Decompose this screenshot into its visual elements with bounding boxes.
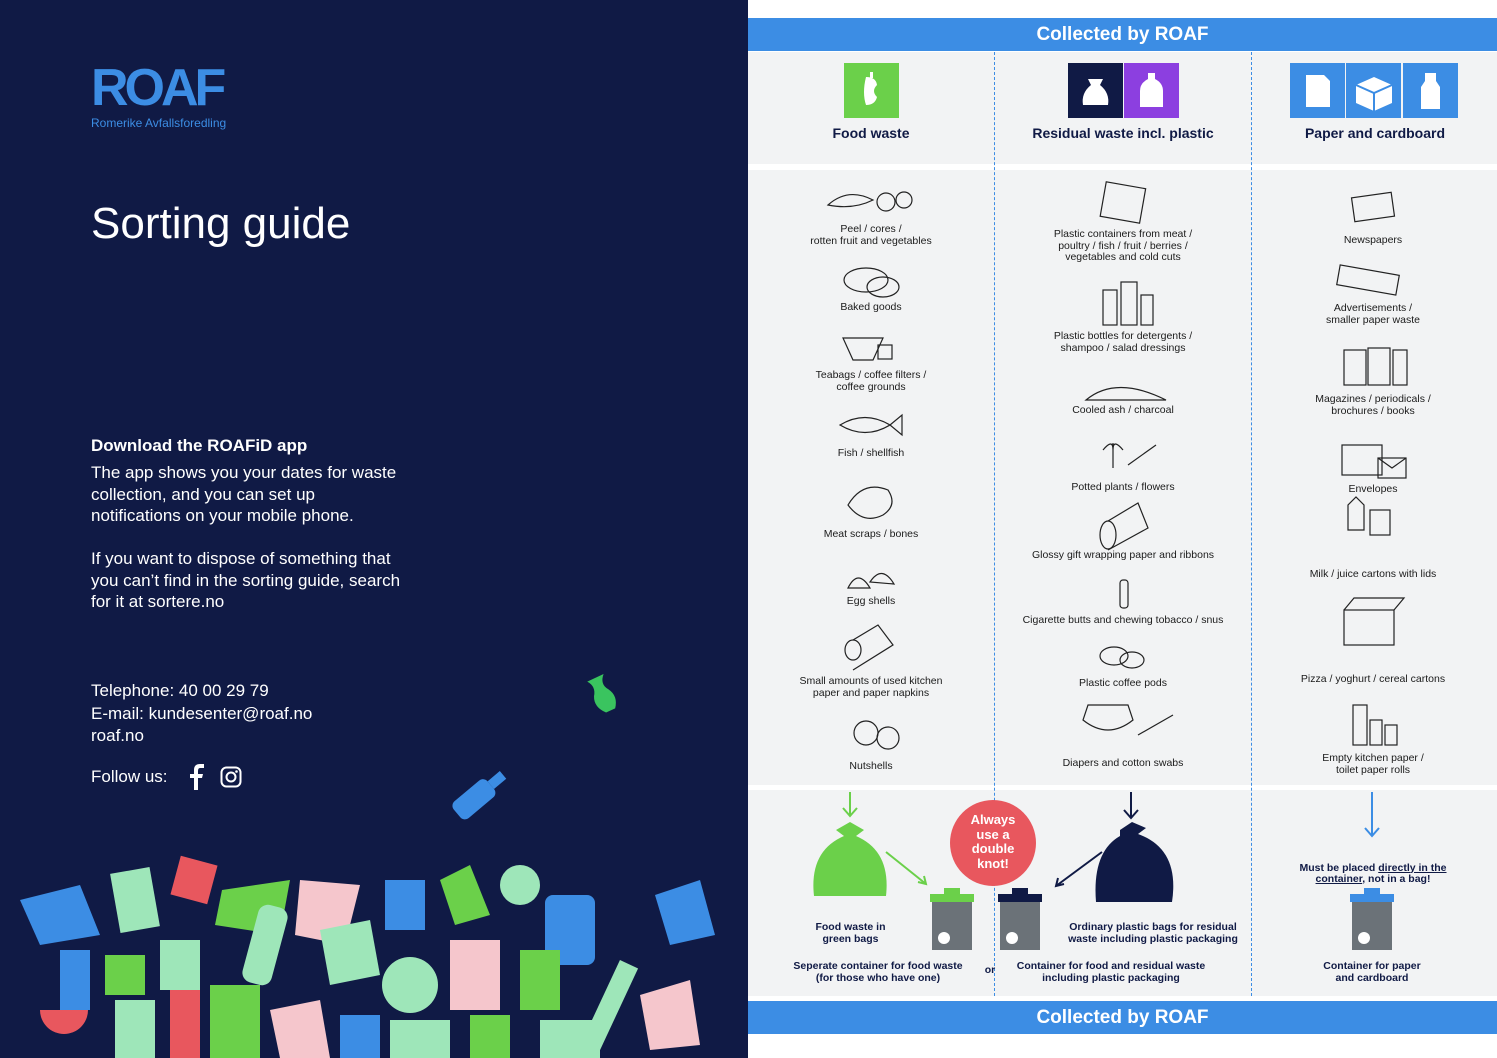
knot-note: Always use a double knot! — [970, 812, 1016, 871]
paper-item: Envelopes — [1348, 483, 1398, 495]
telephone: Telephone: 40 00 29 79 — [91, 681, 269, 700]
charcoal-icon — [1086, 388, 1166, 401]
nut-icon — [854, 721, 899, 749]
carton-icon — [1403, 63, 1458, 118]
website-link[interactable]: roaf.no — [91, 726, 144, 745]
column-heading-paper: Paper and cardboard — [1304, 125, 1446, 141]
logo-subtitle: Romerike Avfallsforedling — [91, 116, 227, 130]
apple-core-icon — [844, 63, 899, 118]
detergent-bottle-icon — [1103, 282, 1153, 325]
food-bag-label: Food waste in green bags — [815, 921, 886, 945]
bottle-icon — [450, 766, 510, 821]
follow-label: Follow us: — [91, 767, 168, 786]
trash-pile — [20, 856, 715, 1058]
newspaper-icon — [1352, 192, 1395, 221]
apple-core-icon — [586, 674, 620, 715]
search-hint: If you want to dispose of something that you can’t find in the sorting guide, search for it at sortere.no — [91, 549, 401, 611]
top-banner: Collected by ROAF — [748, 18, 1497, 51]
paper-item: Magazines / periodicals / brochures / books — [1315, 393, 1431, 417]
bottom-banner: Collected by ROAF — [748, 1001, 1497, 1034]
cardboard-box-icon — [1346, 63, 1401, 118]
envelope-icon — [1342, 445, 1406, 478]
residual-item: Plastic coffee pods — [1079, 677, 1167, 689]
arrow-down-icon — [1365, 792, 1379, 836]
paper-item: Empty kitchen paper / toilet paper rolls — [1322, 752, 1424, 776]
facebook-icon[interactable] — [188, 764, 206, 790]
plastic-tray-icon — [1100, 182, 1145, 223]
page-title: Sorting guide — [91, 199, 351, 248]
paper-item: Milk / juice cartons with lids — [1309, 568, 1437, 580]
toilet-roll-icon — [1353, 705, 1397, 745]
fish-icon — [840, 415, 902, 435]
residual-item: Cooled ash / charcoal — [1072, 404, 1174, 416]
bread-icon — [844, 268, 899, 297]
food-item: Fish / shellfish — [837, 447, 905, 459]
food-item: Small amounts of used kitchen paper and paper napkins — [799, 675, 943, 699]
paper-item: Pizza / yoghurt / cereal cartons — [1300, 673, 1446, 685]
milk-carton-icon — [1348, 497, 1390, 535]
arrow-left-icon — [1056, 852, 1102, 886]
egg-shell-icon — [848, 573, 894, 588]
waste-illustration — [0, 0, 748, 1058]
paper-item: Advertisements / smaller paper waste — [1326, 302, 1420, 326]
coffee-pod-icon — [1100, 647, 1144, 668]
residual-item: Glossy gift wrapping paper and ribbons — [1031, 549, 1215, 561]
meat-icon — [848, 487, 892, 518]
email-link[interactable]: E-mail: kundesenter@roaf.no — [91, 704, 313, 723]
residual-container-label: Container for food and residual waste including plastic packaging — [1016, 960, 1206, 984]
peel-icon — [828, 192, 912, 211]
food-item: Peel / cores / rotten fruit and vegetables — [810, 223, 932, 247]
coffee-filter-icon — [843, 338, 892, 360]
paper-roll-icon — [845, 625, 893, 670]
paper-note — [1288, 851, 1458, 886]
double-knot-badge — [950, 800, 1036, 886]
column-heading-food: Food waste — [832, 125, 910, 141]
instagram-icon[interactable] — [220, 766, 242, 788]
plant-icon — [1103, 443, 1156, 468]
residual-bag-icon — [1096, 822, 1174, 902]
download-heading: Download the ROAFiD app — [91, 436, 308, 455]
food-item: Nutshells — [849, 760, 893, 772]
advertisement-icon — [1337, 265, 1400, 295]
residual-item: Plastic containers from meat / poultry / fish / fruit / berries / vegetables and cold cuts — [1053, 228, 1193, 263]
food-item: Meat scraps / bones — [823, 528, 919, 540]
or-label: or — [984, 964, 996, 976]
residual-bin-icon — [998, 888, 1042, 950]
plastic-bottle-icon — [1124, 63, 1179, 118]
paper-item: Newspapers — [1343, 234, 1403, 246]
residual-item: Diapers and cotton swabs — [1062, 757, 1184, 769]
roaf-logo — [91, 59, 227, 130]
magazine-icon — [1344, 348, 1407, 385]
residual-item: Potted plants / flowers — [1071, 481, 1175, 493]
food-item: Egg shells — [846, 595, 896, 607]
food-container-label: Seperate container for food waste (for those who have one) — [793, 960, 963, 984]
residual-item: Plastic bottles for detergents / shampoo / salad dressings — [1053, 330, 1193, 354]
paper-note-emphasis: directly in the container — [1315, 861, 1447, 885]
arrow-right-icon — [886, 852, 926, 884]
column-heading-residual: Residual waste incl. plastic — [1032, 125, 1214, 141]
cigarette-icon — [1120, 580, 1128, 608]
logo-wordmark: ROAF — [91, 59, 223, 117]
arrow-down-icon — [843, 792, 857, 816]
green-bag-icon — [813, 822, 886, 896]
pizza-box-icon — [1344, 598, 1404, 645]
paper-container-label: Container for paper and cardboard — [1323, 960, 1421, 984]
app-description: The app shows you your dates for waste collection, and you can set up notifications on your mobile phone. — [91, 463, 397, 525]
paper-icon — [1290, 63, 1345, 118]
arrow-down-icon — [1124, 792, 1138, 818]
trash-bag-icon — [1068, 63, 1123, 118]
cover-panel — [0, 0, 748, 1058]
paper-note-suffix: , not in a bag! — [1362, 873, 1431, 885]
food-item: Teabags / coffee filters / coffee grounds — [815, 369, 927, 393]
residual-bag-label: Ordinary plastic bags for residual waste including plastic packaging — [1068, 921, 1238, 945]
diaper-icon — [1083, 705, 1173, 735]
sorting-table — [748, 0, 1497, 1058]
food-bin-icon — [930, 888, 974, 950]
paper-bin-icon — [1350, 888, 1394, 950]
paper-note-prefix: Must be placed — [1299, 861, 1379, 874]
residual-item: Cigarette butts and chewing tobacco / snus — [1022, 614, 1224, 626]
gift-wrap-icon — [1100, 503, 1148, 550]
food-item: Baked goods — [840, 301, 902, 313]
